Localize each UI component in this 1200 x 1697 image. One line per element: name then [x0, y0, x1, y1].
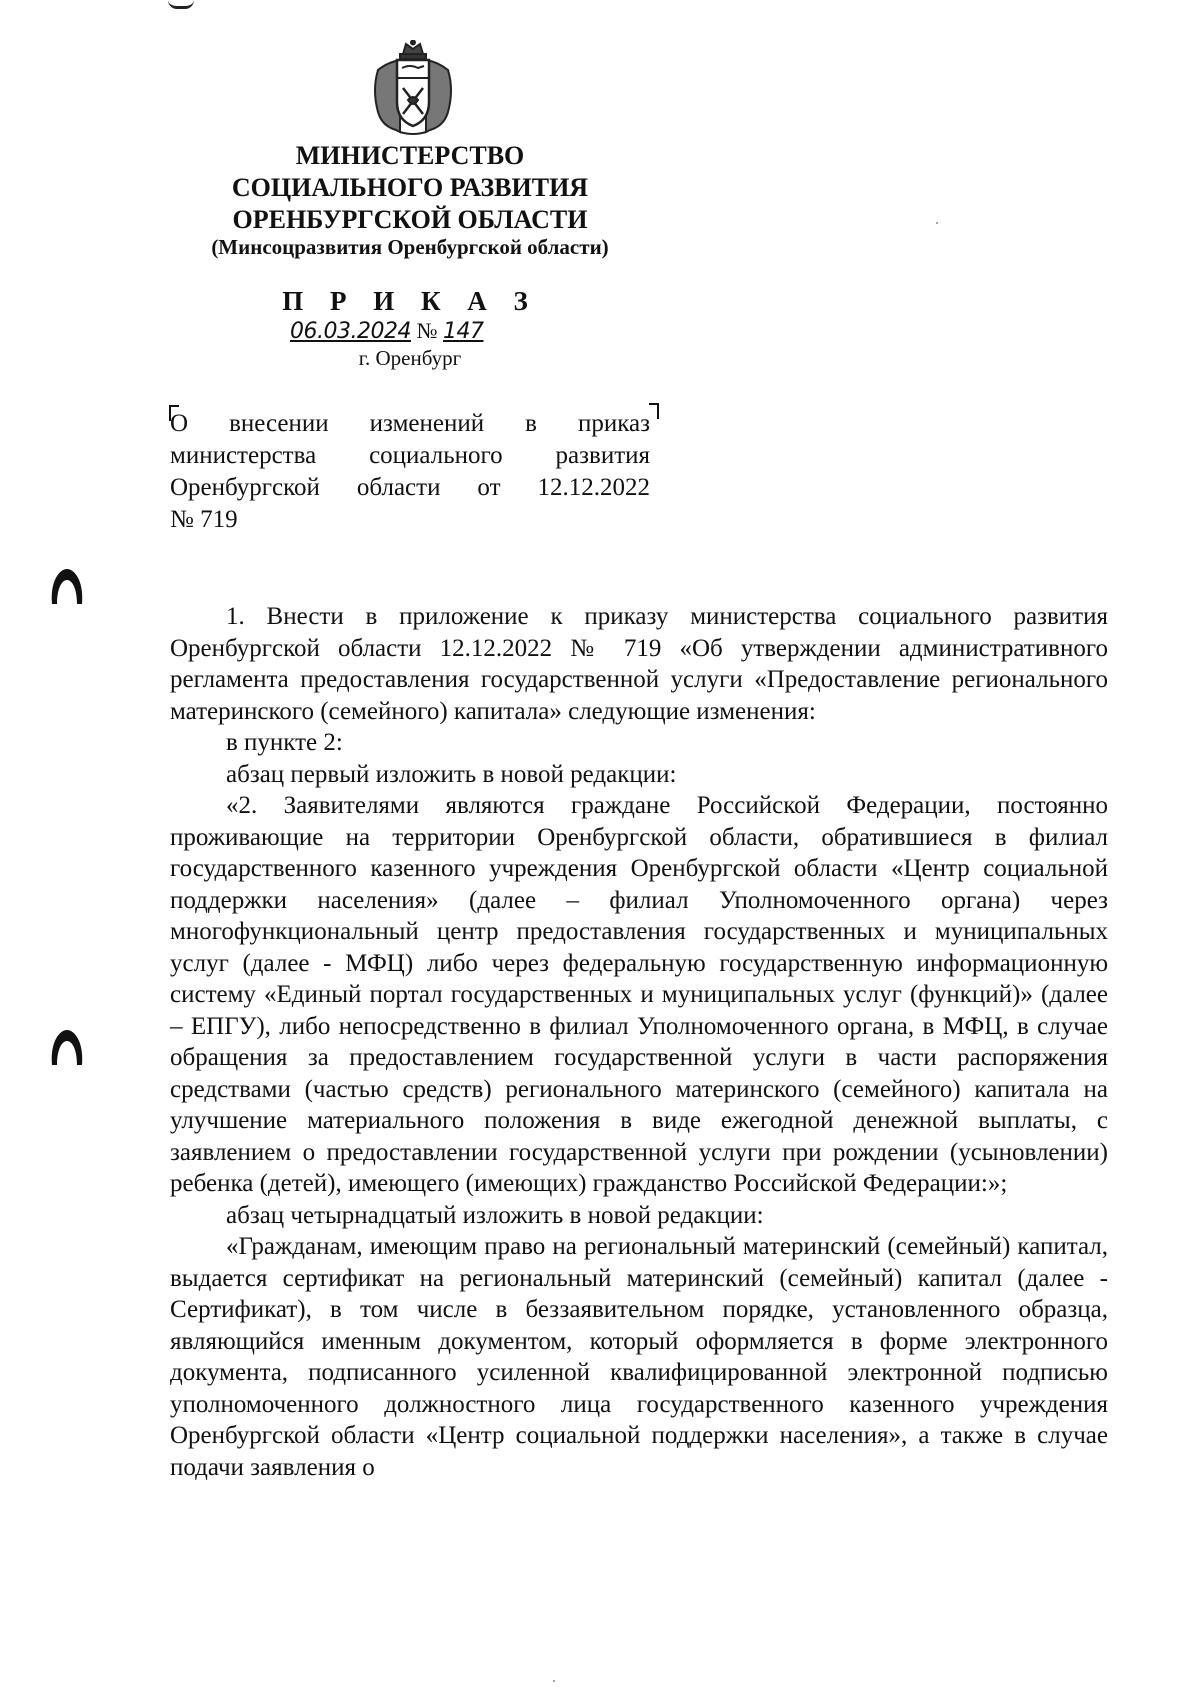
- org-line: МИНИСТЕРСТВО: [295, 141, 525, 170]
- number-sign: №: [416, 318, 438, 343]
- subject-bracket-right: [649, 403, 659, 419]
- punch-hole-icon: [50, 1027, 84, 1067]
- punch-hole-icon: [50, 566, 84, 606]
- scan-mark: [168, 0, 194, 9]
- subject-line: О внесении изменений в приказ: [170, 410, 650, 437]
- order-body: [170, 601, 1108, 1483]
- org-line: ОРЕНБУРГСКОЙ ОБЛАСТИ: [232, 205, 588, 234]
- subject-line: министерства социального развития: [170, 442, 650, 469]
- order-number: 147: [442, 319, 484, 344]
- order-date: 06.03.2024: [290, 319, 411, 344]
- body-paragraph: абзац первый изложить в новой редакции:: [226, 760, 677, 788]
- body-paragraph: в пункте 2:: [226, 729, 343, 756]
- body-paragraph: «Гражданам, имеющим право на региональный материнский (семейный) капитал, выдается сертификат на региональный материнский (семейный) капитал (далее - Сертификат), в том числе в беззаявительном порядке, установленного образца, являющийся именным документом, который оформляется в форме электронного документа, подписанного усиленной квалифицированной электронной подписью уполномоченного должностного лица государственного казенного учреждения Оренбургской области «Центр социальной поддержки населения», а также в случае подачи заявления о: [170, 1233, 1108, 1481]
- order-city: г. Оренбург: [358, 346, 462, 370]
- scan-speck: [553, 1680, 555, 1682]
- subject-line: Оренбургской области от 12.12.2022: [170, 474, 650, 501]
- org-line: СОЦИАЛЬНОГО РАЗВИТИЯ: [231, 173, 589, 202]
- order-subject: [170, 408, 650, 536]
- body-paragraph: абзац четырнадцатый изложить в новой редакции:: [226, 1201, 764, 1229]
- organization-short-name: (Минсоцразвития Оренбургской области): [211, 235, 609, 259]
- subject-line: № 719: [170, 506, 238, 533]
- organization-name: [160, 140, 660, 236]
- scan-speck: [936, 222, 938, 224]
- document-type-title: П Р И К А З: [282, 286, 538, 316]
- coat-of-arms-icon: [370, 40, 456, 136]
- body-paragraph: «2. Заявителями являются граждане Российской Федерации, постоянно проживающие на территории Оренбургской области, обратившиеся в филиал государственного казенного учреждения Оренбургской области «Центр социальной поддержки населения» (далее – филиал Уполномоченного органа) через многофункциональный центр предоставления государственных и муниципальных услуг (далее - МФЦ) либо через федеральную государственную информационную систему «Единый портал государственных и муниципальных услуг (функций)» (далее – ЕПГУ), либо непосредственно в филиал Уполномоченного органа, в МФЦ, в случае обращения за предоставлением государственной услуги в части распоряжения средствами (частью средств) регионального материнского (семейного) капитала на улучшение материального положения в виде ежегодной денежной выплаты, с заявлением о предоставлении государственной услуги при рождении (усыновлении) ребенка (детей), имеющего (имеющих) гражданство Российской Федерации:»;: [170, 792, 1108, 1197]
- order-date-number: [290, 318, 483, 344]
- body-paragraph: 1. Внести в приложение к приказу министерства социального развития Оренбургской области 12.12.2022 № 719 «Об утверждении административного регламента предоставления государственной услуги «Предоставление регионального материнского (семейного) капитала» следующие изменения:: [170, 603, 1108, 725]
